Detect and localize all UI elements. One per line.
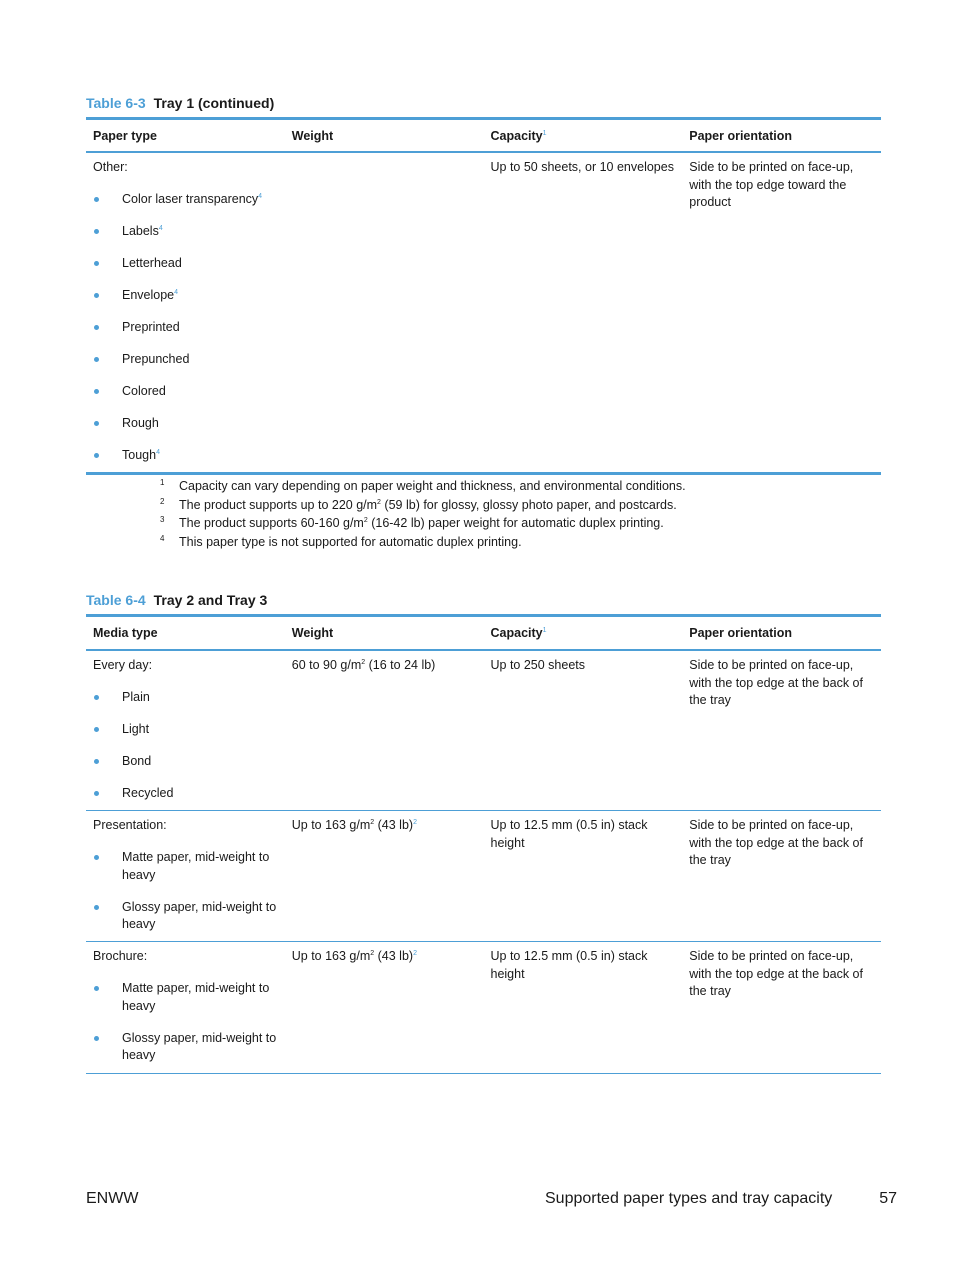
table-row (86, 811, 881, 942)
weight-cell: Up to 163 $g/m^2$ (43 lb)$^2$ (291, 818, 417, 832)
item-text: Colored (122, 384, 166, 398)
orientation-cell: Side to be printed on face-up, with the top edge toward the product (689, 160, 854, 209)
media-type-list (93, 849, 279, 934)
type-heading: Other: (93, 160, 128, 174)
footnote-text: The product supports 60-160 $g/m^2$ (16-42 lb) paper weight for automatic duplex printing. (179, 516, 664, 531)
weight-cell: 60 to 90 $g/m^2$ (16 to 24 lb) (291, 658, 436, 672)
table-title: Tray 2 and Tray 3 (153, 592, 268, 608)
weight-cell: Up to 163 $g/m^2$ (43 lb)$^2$ (291, 949, 417, 963)
footnote-mark: 1 (160, 478, 165, 487)
orientation-cell: Side to be printed on face-up, with the top edge at the back of the tray (689, 949, 863, 998)
header-cell: Paper type (93, 128, 157, 143)
list-item: Matte paper, mid-weight to heavy (93, 980, 279, 1015)
header-label: Capacity (490, 128, 543, 143)
item-text: Letterhead (122, 256, 182, 270)
header-cell: Media type (93, 626, 158, 640)
item-text: Tough (122, 448, 157, 462)
footnotes (160, 477, 686, 552)
footnote-ref: 4 (156, 448, 160, 456)
header-cell: Weight (291, 626, 334, 640)
item-text: Rough (122, 416, 159, 430)
list-item: Matte paper, mid-weight to heavy (93, 849, 279, 884)
orientation-cell: Side to be printed on face-up, with the top edge at the back of the tray (689, 658, 863, 707)
list-item: Recycled (93, 785, 279, 803)
item-text: Envelope (122, 288, 175, 302)
list-item (93, 191, 279, 209)
item-text: Labels (122, 224, 159, 238)
table-number: Table 6-4 (86, 592, 146, 608)
page-number: 57 (879, 1190, 897, 1207)
footnote (160, 477, 686, 496)
paper-type-list (93, 191, 279, 465)
footer-section-title: Supported paper types and tray capacity (545, 1190, 833, 1207)
footnote-ref: 2 (413, 818, 417, 826)
list-item (93, 223, 279, 241)
list-item: Bond (93, 753, 279, 771)
list-item: Glossy paper, mid-weight to heavy (93, 899, 279, 934)
orientation-cell: Side to be printed on face-up, with the top edge at the back of the tray (689, 818, 863, 867)
table-header-row (86, 117, 881, 153)
tray1-table (86, 117, 881, 475)
item-text: Prepunched (122, 352, 190, 366)
footnote-ref: 4 (158, 224, 163, 232)
type-heading: Brochure: (93, 949, 148, 963)
list-item (93, 287, 279, 305)
footnote (160, 514, 686, 533)
footnote-ref: 4 (258, 192, 263, 200)
list-item: Light (93, 721, 279, 739)
capacity-cell: Up to 50 sheets, or 10 envelopes (490, 160, 674, 174)
footnote-ref: 1 (542, 626, 547, 634)
list-item (93, 383, 279, 401)
table-caption (86, 592, 267, 608)
type-heading: Every day: (93, 658, 153, 672)
footnote-ref: 2 (413, 949, 417, 957)
list-item: Plain (93, 689, 279, 707)
footnote-text: Capacity can vary depending on paper weight and thickness, and environmental conditions. (179, 479, 686, 493)
list-item (93, 415, 279, 433)
list-item (93, 351, 279, 369)
header-cell: Paper orientation (689, 128, 793, 143)
table-title: Tray 1 (continued) (153, 95, 275, 111)
media-type-list (93, 980, 279, 1065)
capacity-cell: Up to 12.5 mm (0.5 in) stack height (490, 949, 648, 981)
header-cell: Paper orientation (689, 626, 793, 640)
list-item: Glossy paper, mid-weight to heavy (93, 1030, 279, 1065)
footnote-mark: 3 (160, 515, 165, 525)
paper-type-cell (86, 159, 285, 472)
header-label: Capacity (490, 626, 543, 640)
media-type-cell (86, 817, 285, 941)
table-header-row (86, 614, 881, 651)
footnote (160, 533, 686, 552)
footnote (160, 496, 686, 515)
media-type-cell (86, 657, 285, 810)
header-cell (484, 129, 683, 143)
media-type-cell (86, 948, 285, 1073)
list-item (93, 255, 279, 273)
footer-right (545, 1190, 897, 1208)
type-heading: Presentation: (93, 818, 167, 832)
tray2-3-table (86, 614, 881, 1074)
header-cell (484, 626, 683, 640)
media-type-list (93, 689, 279, 803)
footnote-ref: 4 (174, 288, 179, 296)
table-row (86, 651, 881, 811)
list-item (93, 447, 279, 465)
header-cell: Weight (291, 128, 334, 143)
footnote-ref: 1 (542, 129, 547, 137)
table-caption (86, 95, 274, 111)
footnote-mark: 2 (160, 496, 165, 506)
footer-left: ENWW (86, 1190, 139, 1207)
footnote-mark: 4 (160, 534, 165, 544)
capacity-cell: Up to 250 sheets (490, 658, 586, 672)
capacity-cell: Up to 12.5 mm (0.5 in) stack height (490, 818, 648, 850)
table-number: Table 6-3 (86, 95, 146, 111)
table-row (86, 942, 881, 1074)
footnote-text: This paper type is not supported for automatic duplex printing. (179, 535, 522, 550)
item-text: Color laser transparency (122, 192, 259, 206)
list-item (93, 319, 279, 337)
item-text: Preprinted (122, 320, 180, 334)
footnote-text: The product supports up to 220 $g/m^2$ (59 lb) for glossy, glossy photo paper, and postcards. (179, 497, 677, 512)
weight-cell (285, 159, 484, 472)
table-row (86, 153, 881, 475)
